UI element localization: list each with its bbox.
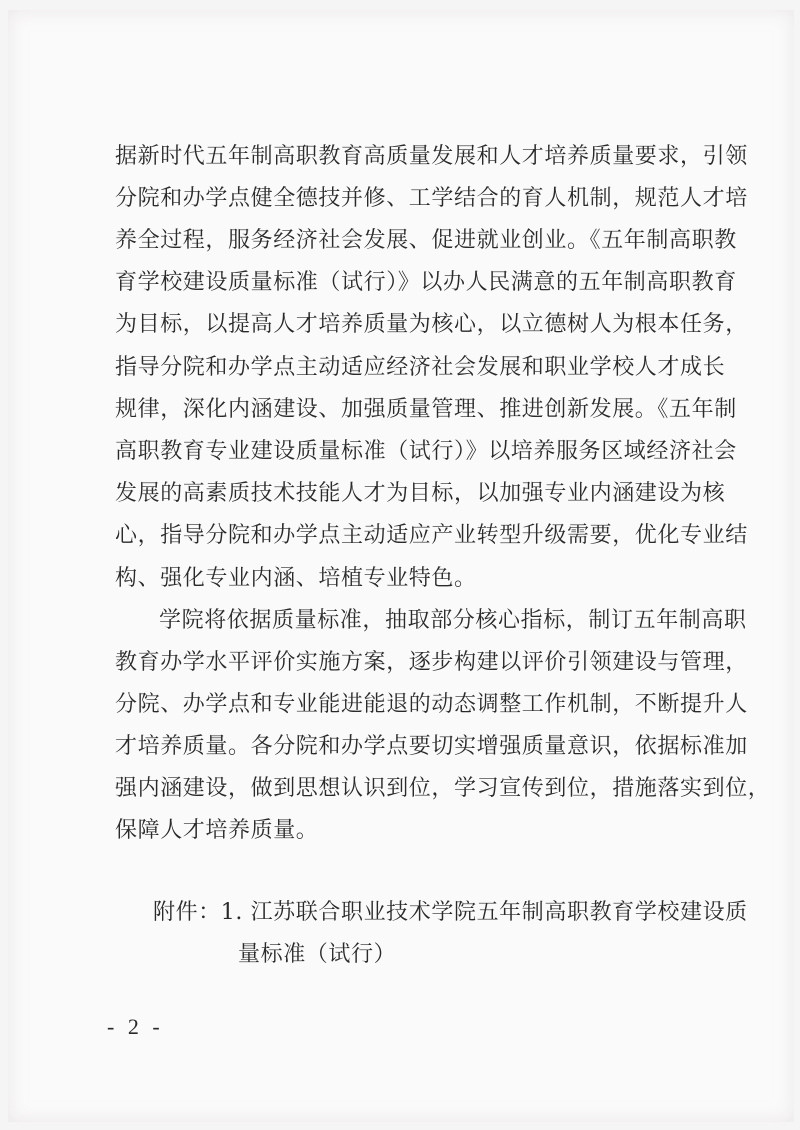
paragraph-line: 指导分院和办学点主动适应经济社会发展和职业学校人才成长 — [115, 355, 726, 380]
paragraph-line: 规律，深化内涵建设、加强质量管理、推进创新发展。《五年制 — [115, 397, 737, 422]
paragraph-line: 养全过程，服务经济社会发展、促进就业创业。《五年制高职教 — [115, 228, 737, 253]
paragraph-line: 为目标，以提高人才培养质量为核心，以立德树人为根本任务， — [115, 312, 748, 337]
paragraph-line: 才培养质量。各分院和办学点要切实增强质量意识，依据标准加 — [115, 734, 748, 759]
paragraph-line: 学院将依据质量标准，抽取部分核心指标，制订五年制高职 — [159, 608, 747, 633]
paragraph-line: 高职教育专业建设质量标准（试行）》以培养服务区域经济社会 — [115, 439, 737, 464]
paragraph-line: 据新时代五年制高职教育高质量发展和人才培养质量要求，引领 — [115, 144, 748, 169]
paragraph-line: 构、强化专业内涵、培植专业特色。 — [115, 566, 477, 591]
paragraph-line: 分院和办学点健全德技并修、工学结合的育人机制，规范人才培 — [115, 186, 748, 211]
paragraph-line: 育学校建设质量标准（试行）》以办人民满意的五年制高职教育 — [115, 270, 737, 295]
attachment-line: 附件：1. 江苏联合职业技术学院五年制高职教育学校建设质 — [153, 900, 748, 925]
paragraph-line: 保障人才培养质量。 — [115, 818, 319, 843]
page-number: - 2 - — [107, 1014, 164, 1039]
paragraph-line: 发展的高素质技术技能人才为目标，以加强专业内涵建设为核 — [115, 481, 726, 506]
paragraph-line: 强内涵建设，做到思想认识到位，学习宣传到位，措施落实到位， — [115, 776, 771, 801]
paragraph-line: 教育办学水平评价实施方案，逐步构建以评价引领建设与管理， — [115, 650, 748, 675]
attachment-line-continued: 量标准（试行） — [238, 942, 397, 967]
paragraph-line: 分院、办学点和专业能进能退的动态调整工作机制，不断提升人 — [115, 692, 748, 717]
paragraph-line: 心，指导分院和办学点主动适应产业转型升级需要，优化专业结 — [115, 523, 748, 548]
